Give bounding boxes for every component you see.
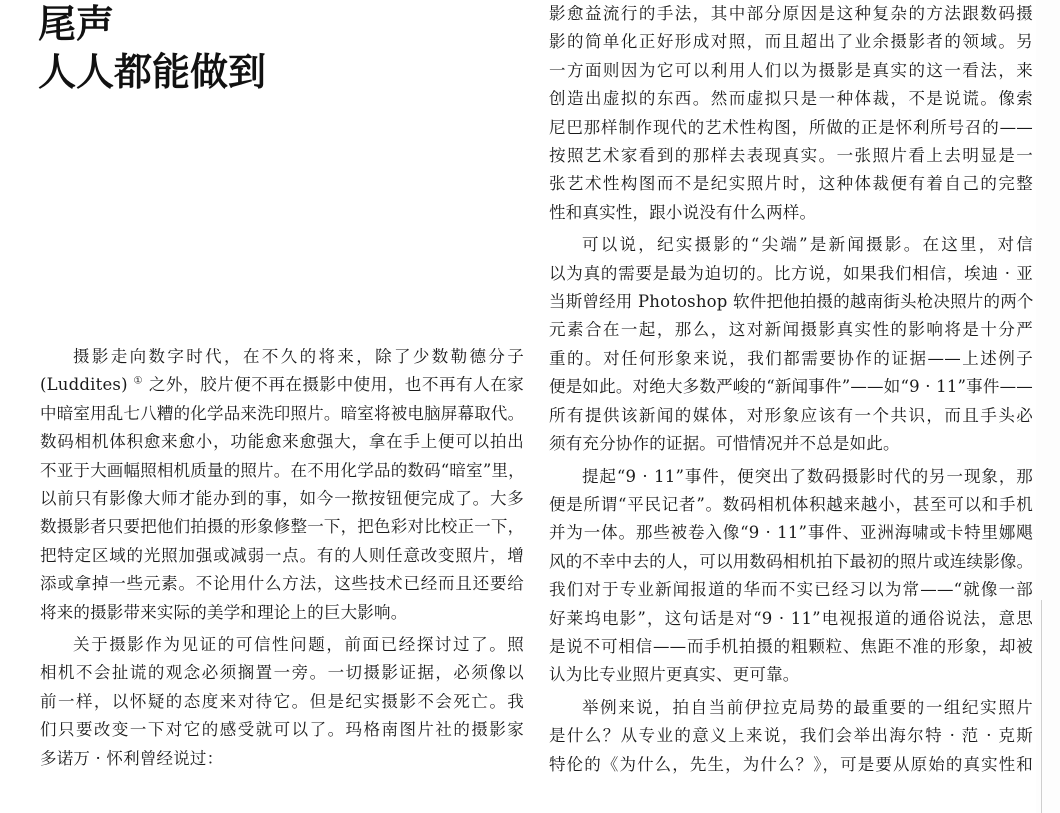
footnote-marker: ① xyxy=(133,375,144,387)
text-line: 以前只有影像大师才能办到的事，如今一揿按钮便完成了。大多 xyxy=(40,489,524,509)
luddites-term: (Luddites) xyxy=(40,375,128,395)
text-line: (Luddites) ① 之外，胶片便不再在摄影中使用，也不再有人在家 xyxy=(40,375,524,395)
text-line: 并为一体。那些被卷入像“9 · 11”事件、亚洲海啸或卡特里娜飓 xyxy=(549,523,1033,543)
right-text-column xyxy=(549,0,1033,779)
text-line: 将来的摄影带来实际的美学和理论上的巨大影响。 xyxy=(40,602,408,622)
paragraph-citizen-journalists xyxy=(549,463,1033,690)
text-line: 便是如此。对绝大多数严峻的“新闻事件”——如“9 · 11”事件—— xyxy=(549,377,1033,397)
text-line: 关于摄影作为见证的可信性问题，前面已经探讨过了。照 xyxy=(73,635,524,655)
text-line: 特伦的《为什么，先生，为什么？》，可是要从原始的真实性和 xyxy=(549,754,1033,774)
text-line: 性和真实性，跟小说没有什么两样。 xyxy=(549,202,817,222)
text-line: 按照艺术家看到的那样去表现真实。一张照片看上去明显是一 xyxy=(549,146,1033,166)
text-line: 一方面则因为它可以利用人们以为摄影是真实的这一看法，来 xyxy=(549,60,1033,80)
text-line: 前一样，以怀疑的态度来对待它。但是纪实摄影不会死亡。我 xyxy=(40,691,524,711)
text-line: 认为比专业照片更真实、更可靠。 xyxy=(549,665,800,685)
text-line: 摄影走向数字时代，在不久的将来，除了少数勒德分子 xyxy=(73,347,524,366)
text-line: 须有充分协作的证据。可惜情况并不总是如此。 xyxy=(549,434,900,454)
text-line: 张艺术性构图而不是纪实照片时，这种体裁便有着自己的完整 xyxy=(549,174,1033,194)
paragraph-credibility xyxy=(40,631,524,773)
text-line: 我们对于专业新闻报道的华而不实已经习以为常——“就像一部 xyxy=(549,580,1033,600)
chapter-heading xyxy=(38,0,266,96)
text-line: 元素合在一起，那么，这对新闻摄影真实性的影响将是十分严 xyxy=(549,320,1033,340)
text-line: 影愈益流行的手法，其中部分原因是这种复杂的方法跟数码摄 xyxy=(549,4,1033,23)
text-line: 添或拿掉一些元素。不论用什么方法，这些技术已经而且还要给 xyxy=(40,574,524,594)
text-line: 中暗室用乱七八糟的化学品来洗印照片。暗室将被电脑屏幕取代。 xyxy=(40,403,525,423)
text-line: 数摄影者只要把他们拍摄的形象修整一下，把色彩对比校正一下， xyxy=(40,517,525,537)
text-line: 是什么？从专业的意义上来说，我们会举出海尔特 · 范 · 克斯 xyxy=(549,726,1033,746)
text-line: 以为真的需要是最为迫切的。比方说，如果我们相信，埃迪 · 亚 xyxy=(549,263,1033,283)
text-line: 多诺万 · 怀利曾经说过： xyxy=(40,748,224,768)
text-line: 相机不会扯谎的观念必须搁置一旁。一切摄影证据，必须像以 xyxy=(40,663,524,683)
left-text-column xyxy=(40,343,524,773)
text-line: 风的不幸中去的人，可以用数码相机拍下最初的照片或连续影像。 xyxy=(549,551,1034,571)
text-line: 当斯曾经用 Photoshop 软件把他拍摄的越南街头枪决照片的两个 xyxy=(549,292,1034,312)
text-line: 可以说，纪实摄影的“尖端”是新闻摄影。在这里，对信 xyxy=(582,235,1033,255)
paragraph-digital-age xyxy=(40,343,524,627)
text-line: 们只要改变一下对它的感受就可以了。玛格南图片社的摄影家 xyxy=(40,720,524,740)
chapter-title-line-2: 人人都能做到 xyxy=(38,50,267,94)
text-line: 所有提供该新闻的媒体，对形象应该有一个共识，而且手头必 xyxy=(549,405,1033,425)
paragraph-iraq-example xyxy=(549,694,1033,779)
text-line: 好莱坞电影”，这句话是对“9 · 11”电视报道的通俗说法，意思 xyxy=(549,608,1033,628)
text-line: 把特定区域的光照加强或减弱一点。有的人则任意改变照片，增 xyxy=(40,545,524,565)
text-line: 数码相机体积愈来愈小，功能愈来愈强大，拿在手上便可以拍出 xyxy=(40,432,524,452)
scan-edge-line xyxy=(1041,600,1042,813)
text-line: 提起“9 · 11”事件，便突出了数码摄影时代的另一现象，那 xyxy=(582,466,1033,486)
text-line: 是说不可相信——而手机拍摄的粗颗粒、焦距不准的形象，却被 xyxy=(549,636,1033,656)
text-line: 重的。对任何形象来说，我们都需要协作的证据——上述例子 xyxy=(549,348,1033,368)
text-line: 影的简单化正好形成对照，而且超出了业余摄影者的领域。另 xyxy=(549,32,1033,52)
chapter-title-line-1: 尾声 xyxy=(38,2,115,46)
paragraph-photojournalism xyxy=(549,231,1033,458)
text-line: 不亚于大画幅照相机质量的照片。在不用化学品的数码“暗室”里， xyxy=(40,460,525,480)
text-line: 便是所谓“平民记者”。数码相机体积越来越小，甚至可以和手机 xyxy=(549,494,1033,514)
page-edge xyxy=(1036,0,1060,813)
text-line: 尼巴那样制作现代的艺术性构图，所做的正是怀利所号召的—— xyxy=(549,117,1033,137)
text-line: 举例来说，拍自当前伊拉克局势的最重要的一组纪实照片 xyxy=(582,697,1033,717)
text-line: 创造出虚拟的东西。然而虚拟只是一种体裁，不是说谎。像索 xyxy=(549,89,1033,109)
paragraph-virtual-genre xyxy=(549,0,1033,227)
